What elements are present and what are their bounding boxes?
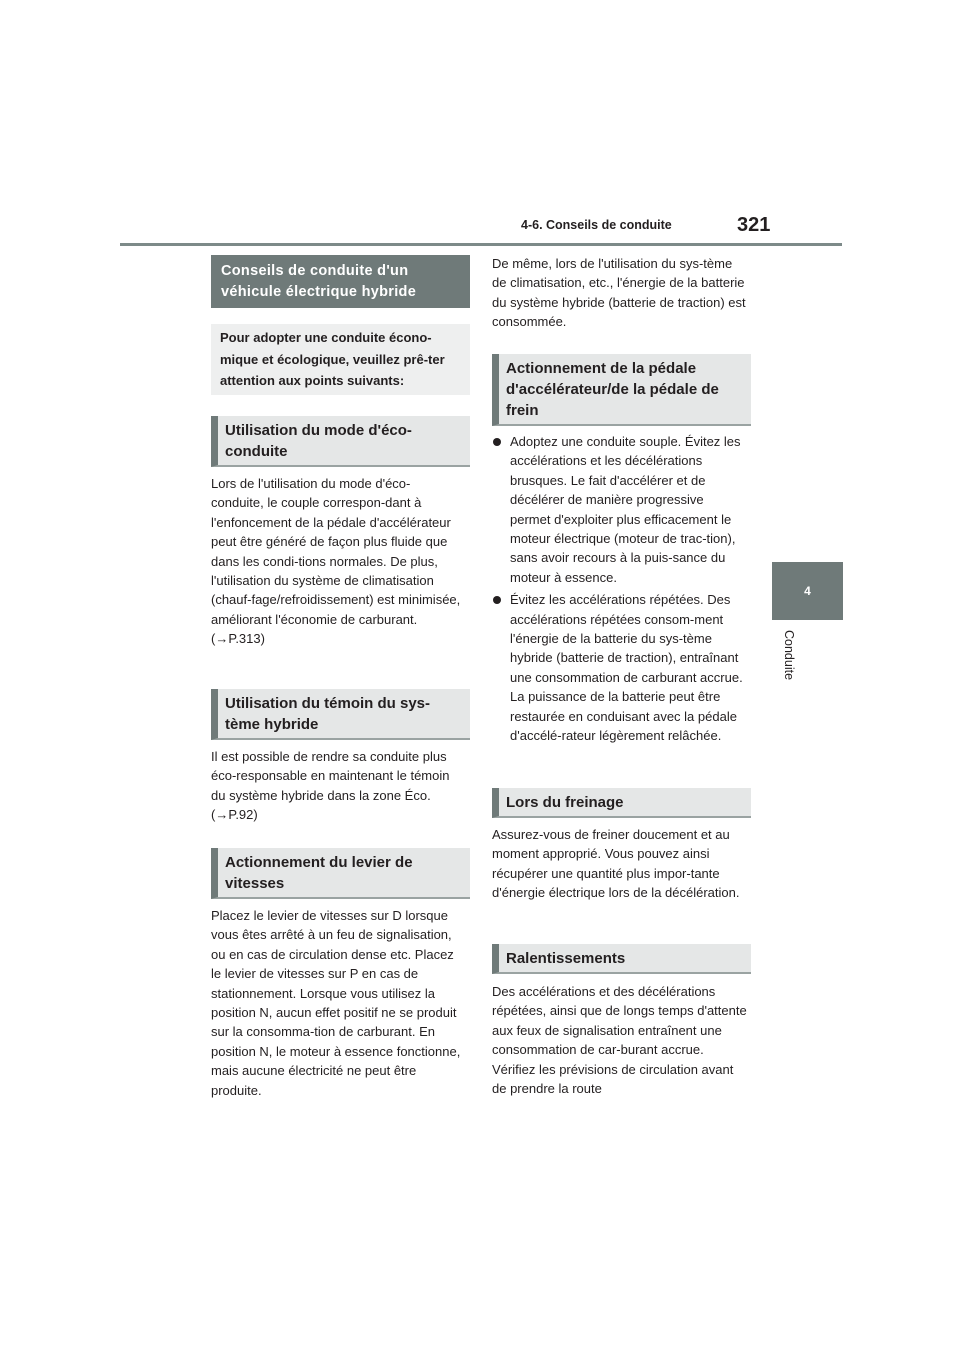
heading-eco-mode-text: Utilisation du mode d'éco-conduite	[225, 421, 412, 460]
heading-pedals	[492, 354, 751, 426]
heading-hybrid-indicator	[211, 689, 470, 740]
pedal-bullet-list	[492, 432, 747, 749]
header-rule	[120, 243, 842, 246]
heading-eco-mode	[211, 416, 470, 467]
page-number: 321	[737, 214, 771, 236]
heading-shift-lever	[211, 848, 470, 899]
bullet-text: Évitez les accélérations répétées. Des accélérations répétées consom-ment l'énergie de la batterie du sys-tème hybride (batterie de traction), entraînant une consommation de carburant accrue. La puissance de la batterie peut être restaurée en conduisant avec la pédale d'accélé-rateur légèrement relâchée.	[510, 592, 743, 744]
header-section-title: 4-6. Conseils de conduite	[521, 218, 672, 232]
main-title-text: Conseils de conduite d'un véhicule électrique hybride	[221, 262, 417, 300]
chapter-tab: 4	[772, 562, 843, 620]
body-right-intro-text: De même, lors de l'utilisation du sys-tème de climatisation, etc., l'énergie de la batterie du système hybride (batterie de traction) est consommée.	[492, 256, 746, 330]
body-shift-lever	[211, 906, 463, 1100]
body-hybrid-indicator	[211, 747, 463, 825]
body-slowdowns-text: Des accélérations et des décélérations répétées, ainsi que de longs temps d'attente aux feux de signalisation entraînent une consommation de car-burant accrue. Vérifiez les prévisions de circulation avant de prendre la route	[492, 984, 747, 1097]
bullet-text: Adoptez une conduite souple. Évitez les accélérations et les décélérations brusques. Le fait d'accélérer et de décélérer de manière progressive permet d'exploiter plus efficacement le moteur électrique (moteur de trac-tion), sans avoir recours à la puis-sance du moteur à essence.	[510, 434, 741, 585]
body-braking-text: Assurez-vous de freiner doucement et au moment approprié. Vous pouvez ainsi récupérer une quantité plus impor-tante d'énergie électrique lors de la décélération.	[492, 827, 740, 901]
body-braking	[492, 825, 747, 903]
list-item	[492, 590, 747, 745]
heading-shift-lever-text: Actionnement du levier de vitesses	[225, 853, 413, 892]
chapter-label: Conduite	[782, 630, 796, 681]
heading-pedals-text: Actionnement de la pédale d'accélérateur/de la pédale de frein	[506, 359, 719, 419]
intro-text: Pour adopter une conduite écono-mique et écologique, veuillez prê-ter attention aux points suivants:	[220, 330, 445, 389]
bullet-dot-icon	[493, 596, 501, 604]
body-hybrid-indicator-text: Il est possible de rendre sa conduite plus éco-responsable en maintenant le témoin du système hybride dans la zone Éco. (→P.92)	[211, 749, 450, 823]
body-eco-mode	[211, 474, 463, 649]
heading-slowdowns-text: Ralentissements	[506, 949, 626, 967]
heading-hybrid-indicator-text: Utilisation du témoin du sys-tème hybride	[225, 694, 431, 733]
body-shift-lever-text: Placez le levier de vitesses sur D lorsque vous êtes arrêté à un feu de signalisation, ou en cas de circulation dense etc. Placez le levier de vitesses sur P en cas de stationnement. Lorsque vous utilisez la position N, aucun effet positif ne se produit sur la consomma-tion de carburant. En position N, le moteur à essence fonctionne, mais aucune électricité ne peut être produite.	[211, 908, 461, 1098]
list-item	[492, 432, 747, 587]
heading-slowdowns	[492, 944, 751, 974]
main-title	[211, 255, 470, 308]
body-right-intro	[492, 254, 747, 332]
body-eco-mode-text: Lors de l'utilisation du mode d'éco-conduite, le couple correspon-dant à l'enfoncement de la pédale d'accélérateur peut être généré de façon plus fluide que dans les condi-tions normales. De plus, l'utilisation du système de climatisation (chauf-fage/refroidissement) est minimisée, améliorant l'économie de carburant. (→P.313)	[211, 476, 461, 647]
intro-box	[211, 324, 470, 395]
heading-braking-text: Lors du freinage	[506, 793, 624, 811]
heading-braking	[492, 788, 751, 818]
body-slowdowns	[492, 982, 747, 1098]
bullet-dot-icon	[493, 438, 501, 446]
